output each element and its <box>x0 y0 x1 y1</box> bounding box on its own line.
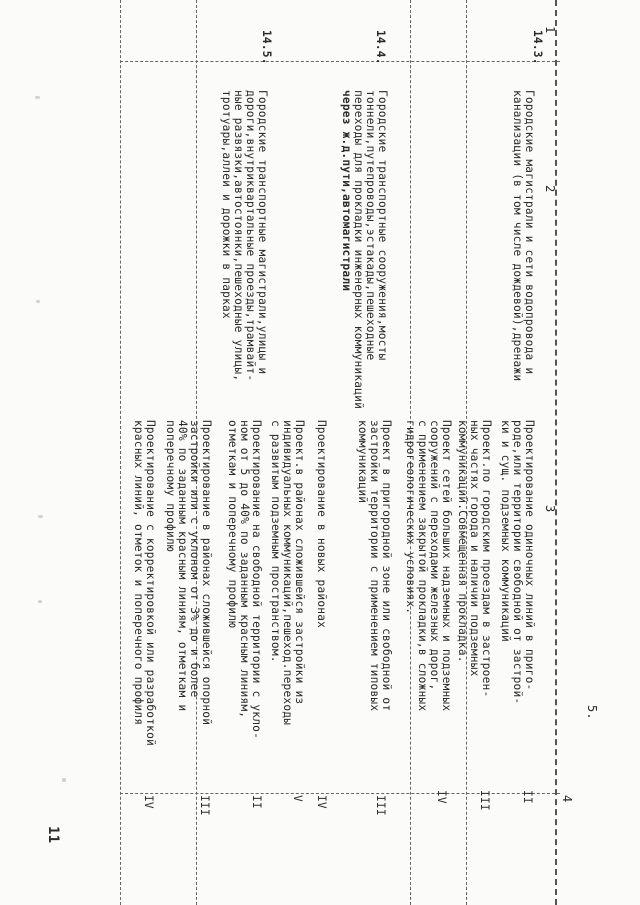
row-title-line: переходы для прокладки инженерных коммуникаций <box>352 90 365 410</box>
scan-speck <box>62 778 66 782</box>
row-title-line: тротуары,аллеи и дорожки в парках <box>220 90 233 319</box>
row-number: 14.5. <box>260 30 273 65</box>
entry-line: роде,или территории свободной от застрой- <box>511 420 524 705</box>
scan-speck <box>35 96 40 99</box>
entry-line: Проектирование в новых районах <box>315 420 328 629</box>
page-number: 11 <box>45 826 61 844</box>
row-number: 14.3. <box>531 30 544 65</box>
entry-line: застройки или с уклоном от 3% до и более <box>188 420 201 698</box>
page-mark: 5. <box>585 705 599 720</box>
col-number-4: 4 <box>560 795 574 803</box>
column-rule-1 <box>555 0 557 905</box>
category-numeral: II <box>521 790 534 804</box>
row-title-line: канализации (в том числе дождевой),дренажи <box>511 90 524 382</box>
entry-line: Проект.в районах сложившейся застройки из <box>293 420 306 705</box>
entry-line: застройки территории с применением типовых <box>368 420 381 712</box>
entry-line: с развитым подземным пространством. <box>269 420 282 663</box>
entry-line: 40% по заданным красным линиям, отметкам и <box>176 420 189 712</box>
entry-line: Проектирование с корректировкой или разработкой <box>144 420 157 746</box>
entry-line: Проектирование в районах сложившейся опорной <box>200 420 213 726</box>
row-title-line: через ж.д.пути,автомагистрали <box>340 90 353 292</box>
scan-speck <box>38 515 43 518</box>
scan-speck <box>36 300 40 303</box>
entry-line: ном от 5 до 40% по заданным красным линиям, <box>238 420 251 719</box>
row-title-line: ные развязки,автостоянки,пешеходные улицы, <box>232 90 245 382</box>
header-rule <box>120 61 560 62</box>
column-rule-5 <box>120 0 121 905</box>
row-title-line: Городские транспортные магистрали,улицы и <box>256 90 269 375</box>
col-number-3: 3 <box>543 505 557 513</box>
entry-line: Проектирование на свободной территории с укло- <box>250 420 263 740</box>
entry-line: Проект.по городским проездам в застроен- <box>480 420 493 698</box>
category-numeral: IV <box>315 795 328 809</box>
entry-line: гидрогеологических условиях. <box>404 420 417 615</box>
row-number: 14.4. <box>374 30 387 65</box>
row-title-line: Городские магистрали и сети водопровода и <box>523 90 536 375</box>
category-numeral: IV <box>142 795 155 809</box>
category-numeral: III <box>478 790 491 811</box>
col-number-2: 2 <box>543 185 557 193</box>
category-numeral: II <box>250 795 263 809</box>
entry-line: коммуникаций.Совмещенная прокладка. <box>456 420 469 663</box>
col4-rule <box>120 793 560 794</box>
entry-line: поперечному профилю <box>164 420 177 552</box>
scan-speck <box>38 600 42 603</box>
category-numeral: III <box>374 795 387 816</box>
entry-line: Проектирование одиночных линий в приго- <box>523 420 536 691</box>
entry-line: ки и сущ. подземных коммуникаций <box>499 420 512 642</box>
entry-line: сооружений с переходами железных дорог, <box>428 420 441 691</box>
row-title-line: Городские транспортные сооружения,мосты <box>376 90 389 361</box>
entry-line: Проект в пригородной зоне или свободной от <box>380 420 393 712</box>
entry-line: отметкам и поперечному профилю <box>226 420 239 629</box>
row-title-line: тоннели,путепроводы,эстакады,пешеходные <box>364 90 377 361</box>
entry-line: индивидуальных коммуникаций,пешеход.переходы <box>281 420 294 726</box>
row-title-line: дороги,внутриквартальные проезды,трамвайт- <box>244 90 257 382</box>
entry-line: красных линий, отметок и поперечного профиля <box>132 420 145 726</box>
entry-line: Проект сетей больших надземных и подземных <box>440 420 453 712</box>
category-numeral: V <box>291 795 304 802</box>
entry-line: с применением закрытой прокладки,в сложных <box>416 420 429 712</box>
entry-line: коммуникаций <box>356 420 369 504</box>
entry-line: ных частях города и наличии подземных <box>468 420 481 677</box>
category-numeral: III <box>198 795 211 816</box>
category-numeral: IV <box>435 790 448 804</box>
col-number-1: 1 <box>543 26 557 34</box>
